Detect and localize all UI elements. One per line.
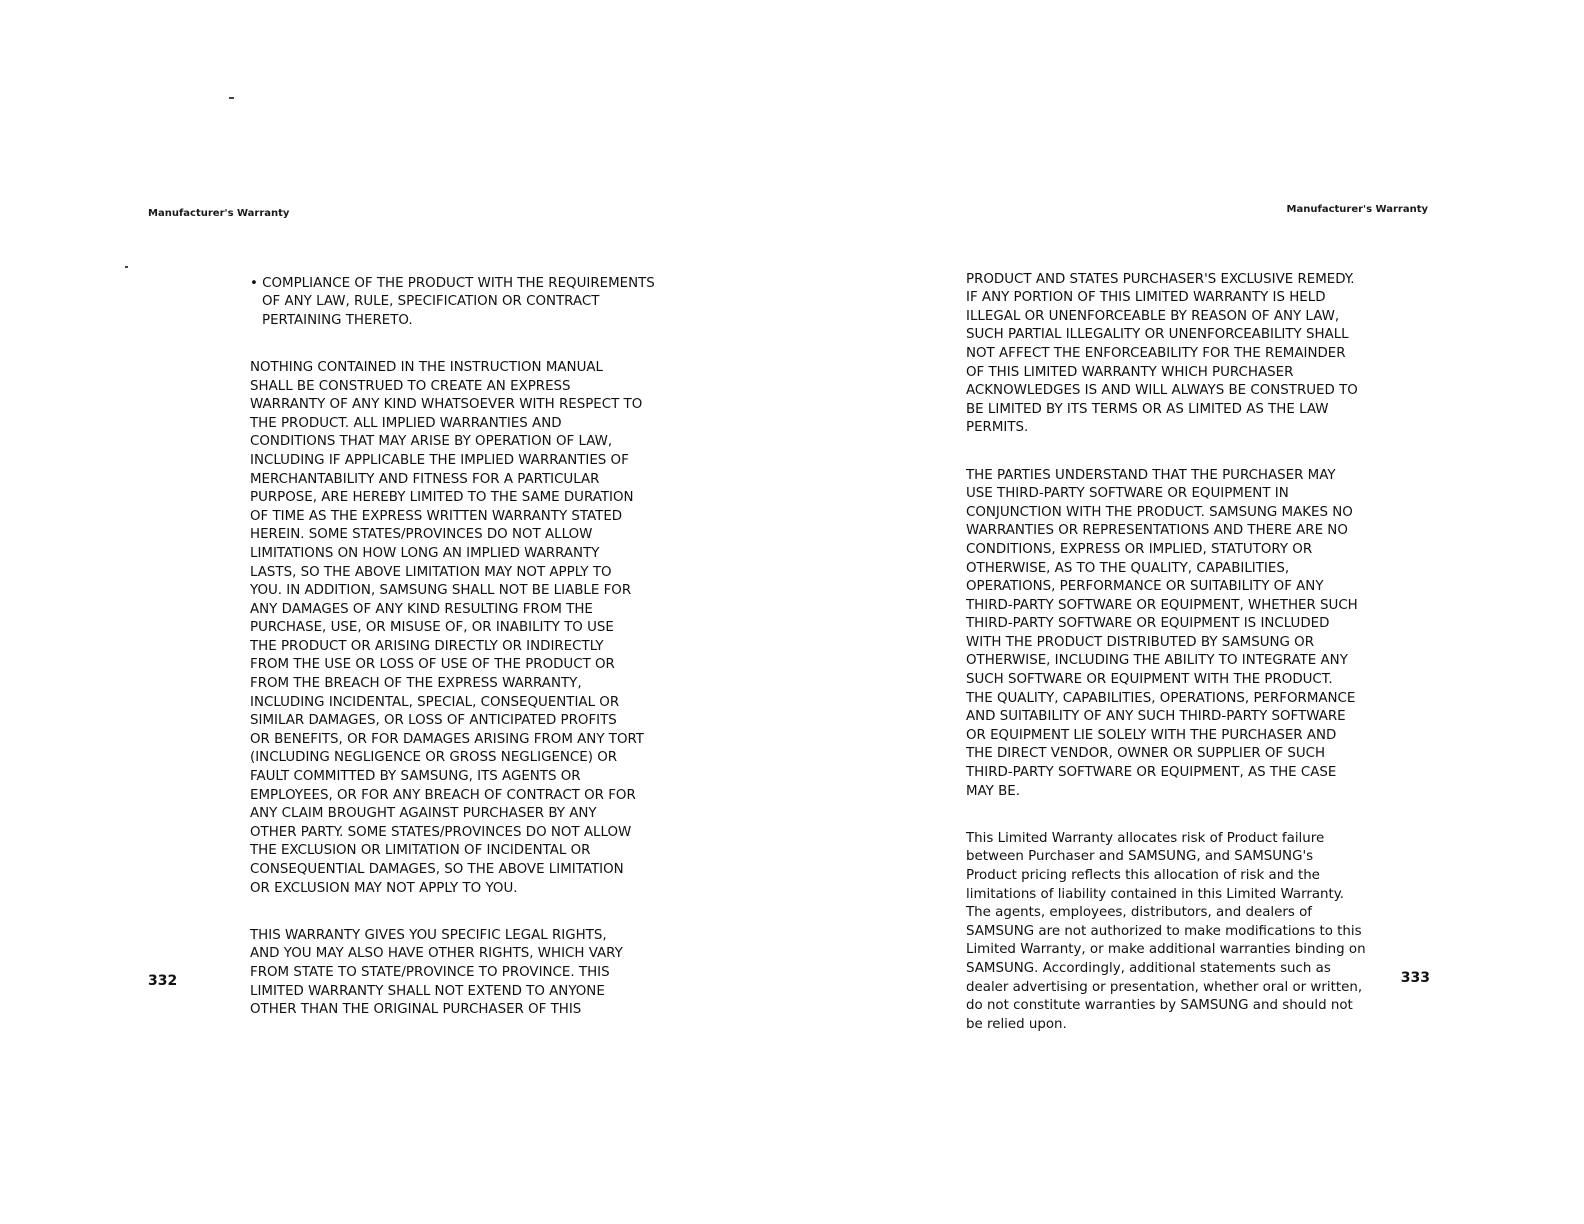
- left-page-body: [250, 256, 720, 1048]
- left-page-header: Manufacturer's Warranty: [148, 208, 290, 219]
- exclusive-remedy-paragraph: PRODUCT AND STATES PURCHASER'S EXCLUSIVE REMEDY. IF ANY PORTION OF THIS LIMITED WARRANTY IS HELD ILLEGAL OR UNENFORCEABLE BY REASON OF ANY LAW, SUCH PARTIAL ILLEGALITY OR UNENFORCEABILITY SHALL NOT AFFECT THE ENFORCEABILITY FOR THE REMAINDER OF THIS LIMITED WARRANTY WHICH PURCHASER ACKNOWLEDGES IS AND WILL ALWAYS BE CONSTRUED TO BE LIMITED BY ITS TERMS OR AS LIMITED AS THE LAW PERMITS.: [966, 271, 1358, 436]
- right-page-number: 333: [1400, 970, 1430, 986]
- implied-warranty-paragraph: NOTHING CONTAINED IN THE INSTRUCTION MANUAL SHALL BE CONSTRUED TO CREATE AN EXPRESS WARRANTY OF ANY KIND WHATSOEVER WITH RESPECT TO THE PRODUCT. ALL IMPLIED WARRANTIES AND CONDITIONS THAT MAY ARISE BY OPERATION OF LAW, INCLUDING IF APPLICABLE THE IMPLIED WARRANTIES OF MERCHANTABILITY AND FITNESS FOR A PARTICULAR PURPOSE, ARE HEREBY LIMITED TO THE SAME DURATION OF TIME AS THE EXPRESS WRITTEN WARRANTY STATED HEREIN. SOME STATES/PROVINCES DO NOT ALLOW LIMITATIONS ON HOW LONG AN IMPLIED WARRANTY LASTS, SO THE ABOVE LIMITATION MAY NOT APPLY TO YOU. IN ADDITION, SAMSUNG SHALL NOT BE LIABLE FOR ANY DAMAGES OF ANY KIND RESULTING FROM THE PURCHASE, USE, OR MISUSE OF, OR INABILITY TO USE THE PRODUCT OR ARISING DIRECTLY OR INDIRECTLY FROM THE USE OR LOSS OF USE OF THE PRODUCT OR FROM THE BREACH OF THE EXPRESS WARRANTY, INCLUDING INCIDENTAL, SPECIAL, CONSEQUENTIAL OR SIMILAR DAMAGES, OR LOSS OF ANTICIPATED PROFITS OR BENEFITS, OR FOR DAMAGES ARISING FROM ANY TORT (INCLUDING NEGLIGENCE OR GROSS NEGLIGENCE) OR FAULT COMMITTED BY SAMSUNG, ITS AGENTS OR EMPLOYEES, OR FOR ANY BREACH OF CONTRACT OR FOR ANY CLAIM BROUGHT AGAINST PURCHASER BY ANY OTHER PARTY. SOME STATES/PROVINCES DO NOT ALLOW THE EXCLUSION OR LIMITATION OF INCIDENTAL OR CONSEQUENTIAL DAMAGES, SO THE ABOVE LIMITATION OR EXCLUSION MAY NOT APPLY TO YOU.: [250, 359, 644, 896]
- scan-mark: [125, 266, 128, 268]
- risk-allocation-paragraph: This Limited Warranty allocates risk of Product failure between Purchaser and SAMSUNG, and SAMSUNG's Product pricing reflects this allocation of risk and the limitations of liability contained in this Limited Warranty. The agents, employees, distributors, and dealers of SAMSUNG are not authorized to make modifications to this Limited Warranty, or make additional warranties binding on SAMSUNG. Accordingly, additional statements such as dealer advertising or presentation, whether oral or written, do not constitute warranties by SAMSUNG and should not be relied upon.: [966, 830, 1366, 1032]
- left-page-number: 332: [148, 973, 178, 989]
- third-party-paragraph: THE PARTIES UNDERSTAND THAT THE PURCHASER MAY USE THIRD-PARTY SOFTWARE OR EQUIPMENT IN CONJUNCTION WITH THE PRODUCT. SAMSUNG MAKES NO WARRANTIES OR REPRESENTATIONS AND THERE ARE NO CONDITIONS, EXPRESS OR IMPLIED, STATUTORY OR OTHERWISE, AS TO THE QUALITY, CAPABILITIES, OPERATIONS, PERFORMANCE OR SUITABILITY OF ANY THIRD-PARTY SOFTWARE OR EQUIPMENT, WHETHER SUCH THIRD-PARTY SOFTWARE OR EQUIPMENT IS INCLUDED WITH THE PRODUCT DISTRIBUTED BY SAMSUNG OR OTHERWISE, INCLUDING THE ABILITY TO INTEGRATE ANY SUCH SOFTWARE OR EQUIPMENT WITH THE PRODUCT. THE QUALITY, CAPABILITIES, OPERATIONS, PERFORMANCE AND SUITABILITY OF ANY SUCH THIRD-PARTY SOFTWARE OR EQUIPMENT LIE SOLELY WITH THE PURCHASER AND THE DIRECT VENDOR, OWNER OR SUPPLIER OF SUCH THIRD-PARTY SOFTWARE OR EQUIPMENT, AS THE CASE MAY BE.: [966, 467, 1358, 799]
- scan-mark: [229, 97, 234, 99]
- right-page-header: Manufacturer's Warranty: [1286, 204, 1428, 215]
- legal-rights-paragraph: THIS WARRANTY GIVES YOU SPECIFIC LEGAL RIGHTS, AND YOU MAY ALSO HAVE OTHER RIGHTS, WHICH VARY FROM STATE TO STATE/PROVINCE TO PROVINCE. THIS LIMITED WARRANTY SHALL NOT EXTEND TO ANYONE OTHER THAN THE ORIGINAL PURCHASER OF THIS: [250, 927, 623, 1018]
- compliance-bullet: • COMPLIANCE OF THE PRODUCT WITH THE REQUIREMENTS OF ANY LAW, RULE, SPECIFICATION OR CONTRACT PERTAINING THERETO.: [250, 275, 655, 328]
- right-page-body: [966, 252, 1436, 1063]
